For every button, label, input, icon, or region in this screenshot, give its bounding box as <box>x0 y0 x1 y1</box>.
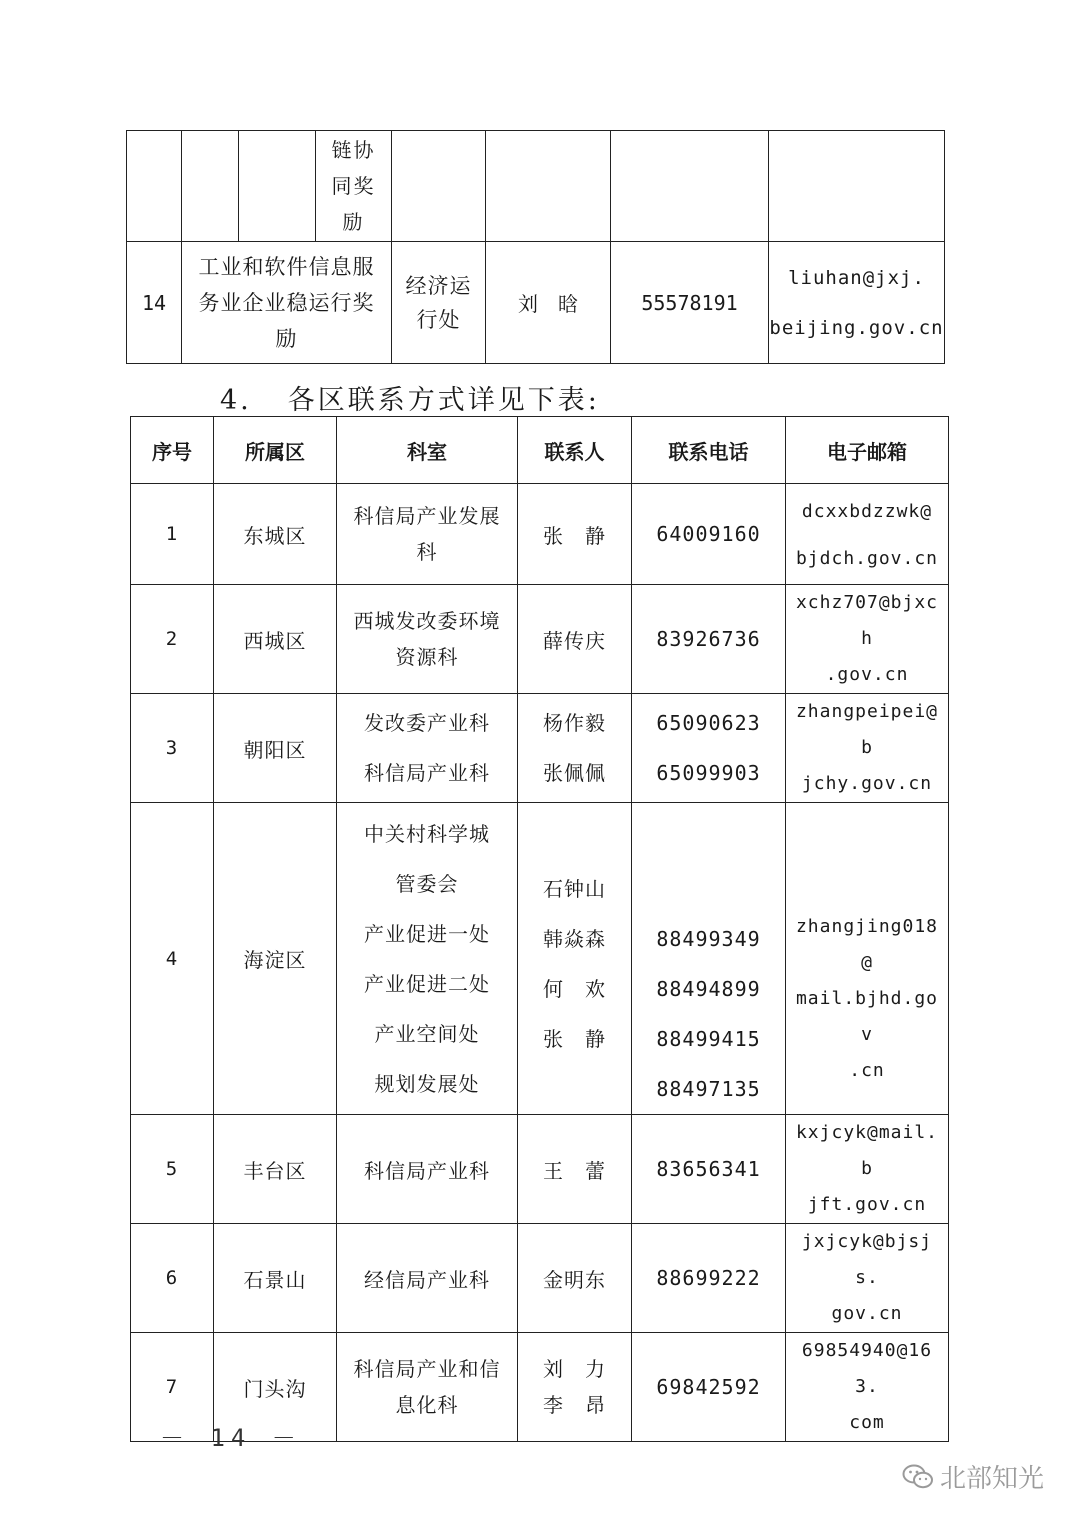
table-header-row <box>131 417 949 484</box>
contact-cell: 刘 晗 <box>486 242 611 364</box>
table-row <box>127 242 945 364</box>
district-contact-table <box>130 416 949 1442</box>
phone-cell: 55578191 <box>611 242 769 364</box>
watermark-text: 北部知光 <box>940 1464 1045 1494</box>
table-row: 3 朝阳区 发改委产业科 科信局产业科 杨作毅 张佩佩 65090623 65099903 zhangpeipei@b jchy.gov.cn <box>131 694 949 803</box>
seq-cell: 14 <box>127 242 182 364</box>
header-dept: 科室 <box>337 417 518 484</box>
header-contact: 联系人 <box>518 417 632 484</box>
table-row: 1 东城区 科信局产业发展 科 张 静 64009160 dcxxbdzzwk@ bjdch.gov.cn <box>131 484 949 585</box>
award-name-cell: 链协 同奖 励 <box>316 131 392 242</box>
award-title-cell: 工业和软件信息服务业企业稳运行奖励 <box>182 242 392 364</box>
watermark <box>902 1458 1044 1495</box>
table-row: 6 石景山 经信局产业科 金明东 88699222 jxjcyk@bjsjs. gov.cn <box>131 1224 949 1333</box>
table-row: 5 丰台区 科信局产业科 王 蕾 83656341 kxjcyk@mail.b jft.gov.cn <box>131 1115 949 1224</box>
dept-cell: 经济运 行处 <box>392 242 486 364</box>
header-district: 所属区 <box>214 417 337 484</box>
table-row: 4 海淀区 中关村科学城 管委会 产业促进一处 产业促进二处 产业空间处 规划发展处 石钟山 韩焱森 何 欢 张 静 88499349 88494899 88499415 88497135 zhangjing018@ mail.bjhd.gov .cn <box>131 803 949 1115</box>
wechat-icon <box>902 1463 934 1491</box>
section-heading: 4. 各区联系方式详见下表: <box>220 385 600 416</box>
award-table-continued <box>126 130 945 364</box>
table-row: 2 西城区 西城发改委环境 资源科 薛传庆 83926736 xchz707@bjxch .gov.cn <box>131 585 949 694</box>
email-cell: liuhan@jxj. beijing.gov.cn <box>769 242 945 364</box>
header-email: 电子邮箱 <box>786 417 949 484</box>
page-number: － 14 － <box>160 1424 302 1452</box>
table-row: 7 门头沟 科信局产业和信 息化科 刘 力 李 昂 69842592 69854940@163. com <box>131 1333 949 1442</box>
header-seq: 序号 <box>131 417 214 484</box>
header-phone: 联系电话 <box>632 417 786 484</box>
table-row <box>127 131 945 242</box>
